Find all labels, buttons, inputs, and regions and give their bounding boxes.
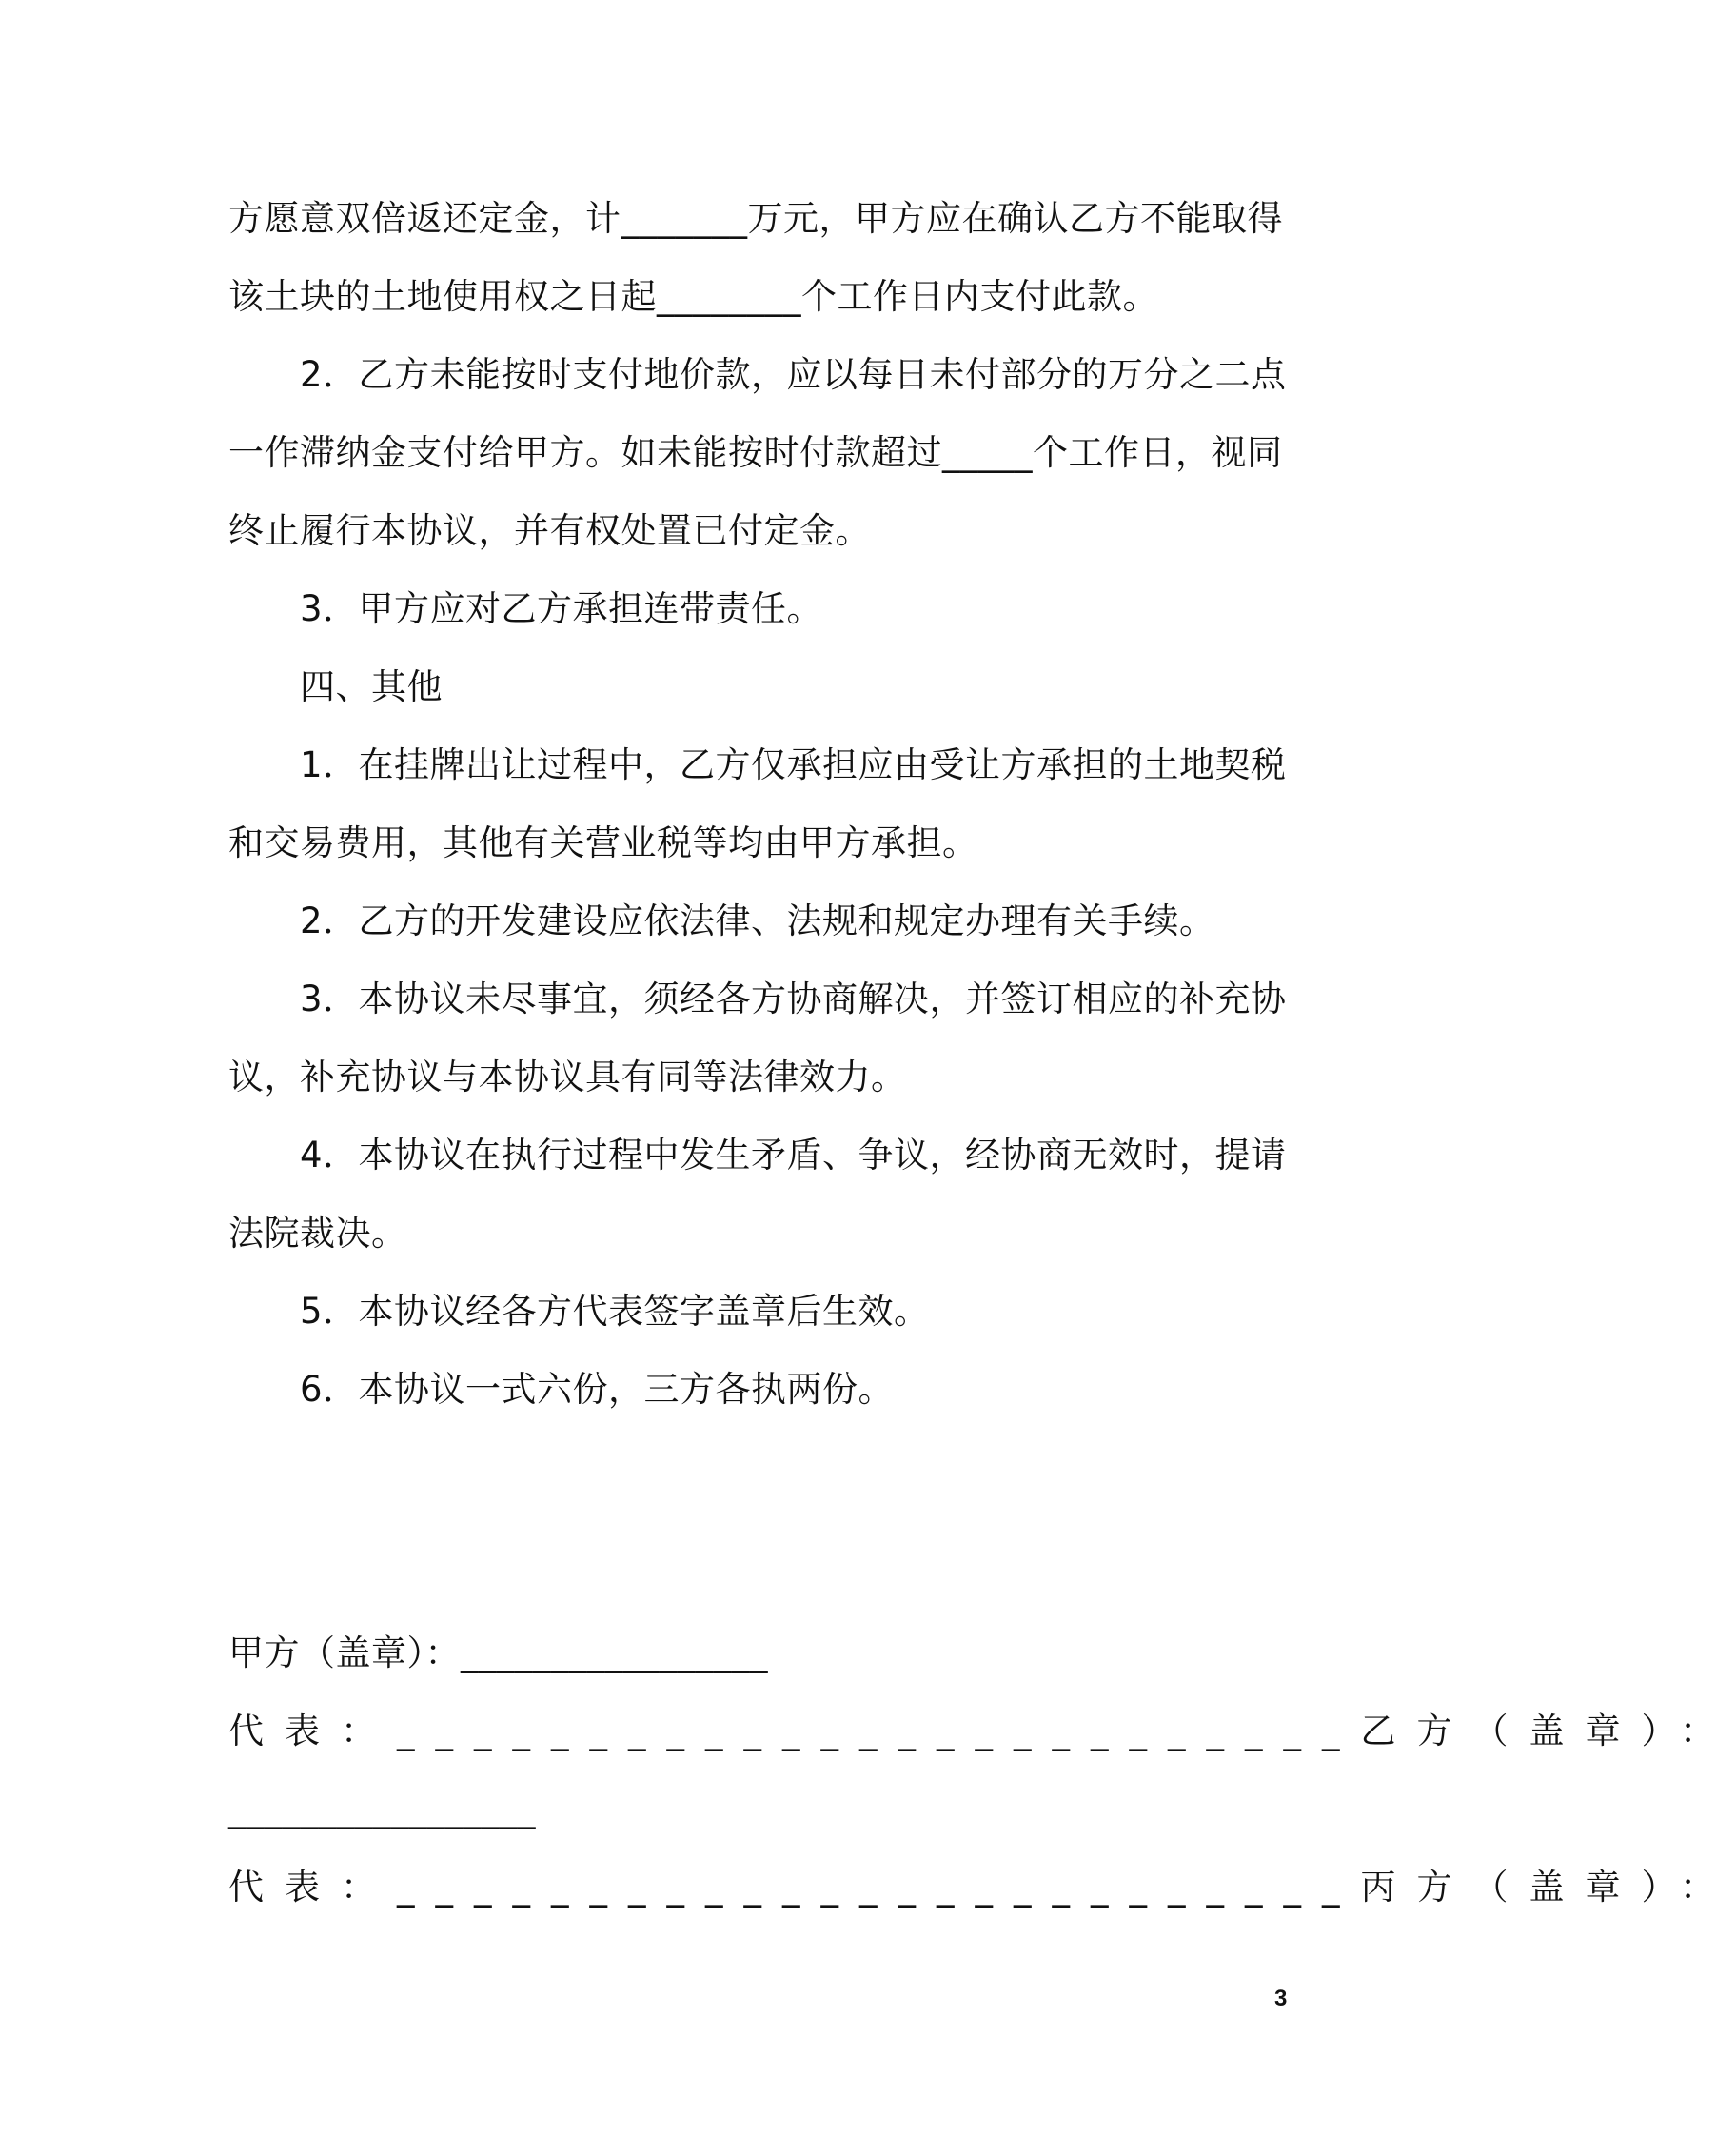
body-line-16: 6．本协议一式六份，三方各执两份。 — [300, 1369, 895, 1410]
body-line-10: 2．乙方的开发建设应依法律、法规和规定办理有关手续。 — [300, 900, 1215, 941]
body-line-8: 1．在挂牌出让过程中，乙方仅承担应由受让方承担的土地契税 — [300, 744, 1287, 785]
body-line-13: 4．本协议在执行过程中发生矛盾、争议，经协商无效时，提请 — [300, 1135, 1287, 1176]
body-line-12: 议，补充协议与本协议具有同等法律效力。 — [228, 1057, 907, 1098]
body-line-4: 一作滞纳金支付给甲方。如未能按时付款超过_____个工作日，视同 — [228, 432, 1283, 473]
body-line-14: 法院裁决。 — [228, 1213, 407, 1254]
page-number: 3 — [1274, 1986, 1288, 2011]
signature-line-party-a: 甲方（盖章）：_________________ — [228, 1632, 768, 1673]
signature-line-blank: _________________ — [228, 1789, 536, 1829]
section-heading-other: 四、其他 — [300, 666, 443, 707]
signature-line-representative-1: 代表：_________________________乙方（盖章）： — [228, 1711, 1736, 1751]
body-line-11: 3．本协议未尽事宜，须经各方协商解决，并签订相应的补充协 — [300, 979, 1287, 1019]
body-line-1: 方愿意双倍返还定金，计_______万元，甲方应在确认乙方不能取得 — [228, 198, 1283, 239]
body-line-15: 5．本协议经各方代表签字盖章后生效。 — [300, 1291, 930, 1332]
signature-line-representative-2: 代表：_________________________丙方（盖章）： — [228, 1867, 1736, 1908]
body-line-2: 该土块的土地使用权之日起________个工作日内支付此款。 — [228, 276, 1158, 317]
body-line-5: 终止履行本协议，并有权处置已付定金。 — [228, 510, 871, 551]
body-line-6: 3．甲方应对乙方承担连带责任。 — [300, 588, 823, 629]
body-line-3: 2．乙方未能按时支付地价款，应以每日未付部分的万分之二点 — [300, 354, 1287, 395]
body-line-9: 和交易费用，其他有关营业税等均由甲方承担。 — [228, 822, 978, 863]
